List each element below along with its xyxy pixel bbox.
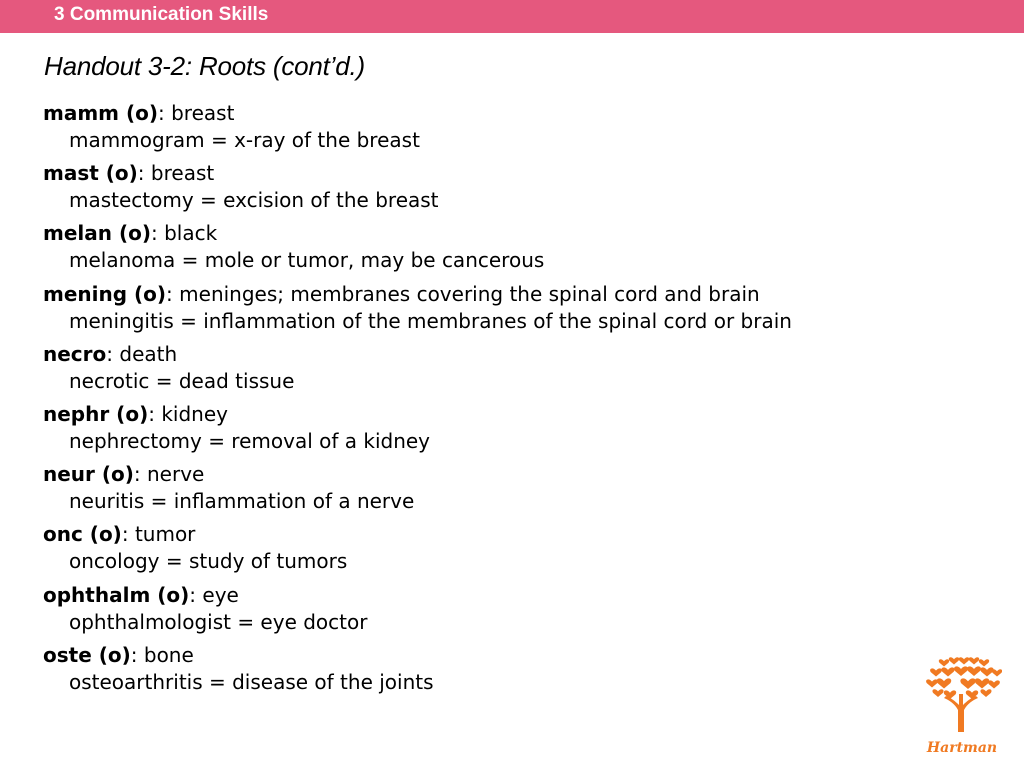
root-meaning: bone — [143, 642, 194, 667]
root-example: meningitis = inflammation of the membranes of the spinal cord or brain — [69, 308, 792, 333]
root-term: mening (o) — [43, 281, 167, 306]
root-definition — [43, 582, 239, 609]
root-meaning: kidney — [161, 401, 228, 426]
slide-title: Handout 3-2: Roots (cont’d.) — [44, 51, 366, 81]
root-meaning: death — [119, 341, 178, 366]
separator: : — [189, 582, 203, 607]
separator: : — [166, 281, 180, 306]
separator: : — [137, 161, 151, 186]
root-definition — [43, 642, 194, 669]
root-meaning: black — [164, 221, 218, 246]
separator: : — [130, 642, 144, 667]
root-term: melan (o) — [43, 221, 151, 246]
list-item — [43, 642, 943, 702]
hartman-logo — [922, 654, 1002, 758]
root-example: necrotic = dead tissue — [69, 368, 295, 393]
list-item — [43, 582, 943, 642]
list-item — [43, 220, 943, 280]
root-meaning: breast — [150, 161, 215, 186]
root-definition — [43, 220, 217, 247]
header-bar — [0, 0, 1024, 33]
list-item — [43, 401, 943, 461]
root-term: necro — [43, 341, 107, 366]
list-item — [43, 160, 943, 220]
root-meaning: nerve — [147, 462, 205, 487]
list-item — [43, 341, 943, 401]
root-term: oste (o) — [43, 642, 131, 667]
root-definition — [43, 521, 195, 548]
root-term: ophthalm (o) — [43, 582, 190, 607]
roots-list — [43, 100, 943, 702]
svg-text:Hartman: Hartman — [926, 740, 998, 756]
root-definition — [43, 160, 214, 187]
list-item — [43, 521, 943, 581]
root-example: neuritis = inflammation of a nerve — [69, 489, 415, 514]
separator: : — [121, 522, 135, 547]
root-term: neur (o) — [43, 462, 134, 487]
root-example: ophthalmologist = eye doctor — [69, 609, 368, 634]
root-definition — [43, 281, 760, 308]
root-example: osteoarthritis = disease of the joints — [69, 669, 434, 694]
root-definition — [43, 341, 177, 368]
separator: : — [106, 341, 120, 366]
root-meaning: breast — [171, 101, 235, 125]
root-example: nephrectomy = removal of a kidney — [69, 428, 431, 453]
root-example: melanoma = mole or tumor, may be cancerous — [69, 248, 545, 273]
root-term: mast (o) — [43, 161, 138, 186]
root-example: mastectomy = excision of the breast — [69, 188, 439, 213]
root-term: onc (o) — [43, 522, 122, 547]
root-definition — [43, 461, 204, 488]
root-meaning: eye — [202, 582, 239, 607]
root-meaning: meninges; membranes covering the spinal cord and brain — [179, 281, 760, 306]
separator: : — [158, 101, 172, 125]
section-title: 3 Communication Skills — [54, 4, 269, 25]
root-definition — [43, 401, 228, 428]
tree-of-hearts-icon — [922, 654, 1002, 758]
root-definition — [43, 100, 234, 127]
separator: : — [148, 401, 162, 426]
root-term: nephr (o) — [43, 401, 149, 426]
root-meaning: tumor — [134, 522, 196, 547]
root-example: oncology = study of tumors — [69, 549, 348, 574]
root-example: mammogram = x-ray of the breast — [69, 128, 420, 152]
separator: : — [133, 462, 147, 487]
separator: : — [150, 221, 165, 246]
list-item — [43, 281, 943, 341]
list-item — [43, 461, 943, 521]
root-term: mamm (o) — [43, 101, 158, 125]
list-item — [43, 100, 943, 160]
